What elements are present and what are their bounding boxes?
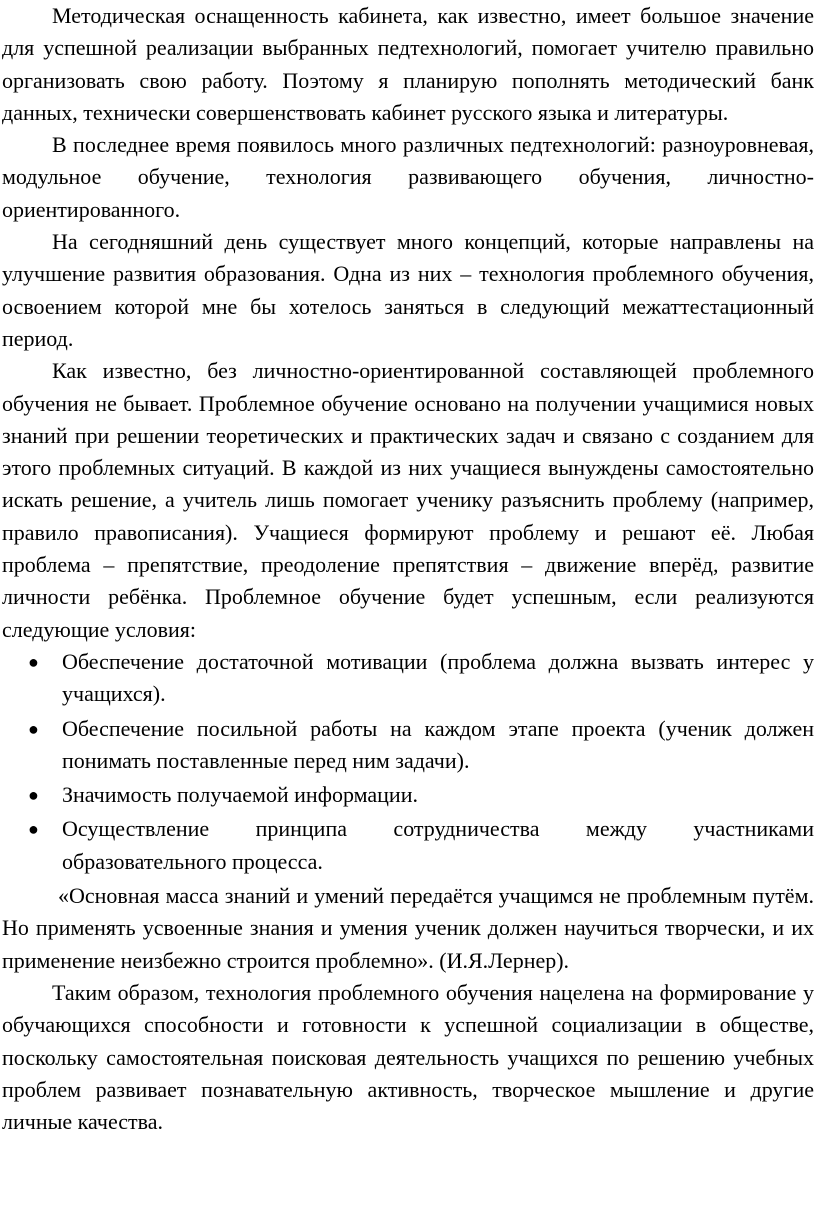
conditions-list <box>2 646 814 878</box>
list-item <box>2 713 814 778</box>
list-item-text: Значимость получаемой информации. <box>62 782 418 808</box>
bullet-icon: ● <box>28 785 39 806</box>
bullet-icon: ● <box>28 718 39 739</box>
paragraph-problem-learning: Как известно, без личностно-ориентированной составляющей проблемного обучения не бывает. Проблемное обучение основано на получении учащимися новых знаний при решении теоретических и практических задач и связано с созданием для этого проблемных ситуаций. В каждой из них учащиеся вынуждены самостоятельно искать решение, а учитель лишь помогает ученику разъяснить проблему (например, правило правописания). Учащиеся формируют проблему и решают её. Любая проблема – препятствие, преодоление препятствия – движение вперёд, развитие личности ребёнка. Проблемное обучение будет успешным, если реализуются следующие условия: <box>2 358 814 642</box>
document-page <box>2 0 814 1138</box>
list-item <box>2 779 814 811</box>
list-item <box>2 813 814 878</box>
list-item <box>2 646 814 711</box>
paragraph-conclusion: Таким образом, технология проблемного обучения нацелена на формирование у обучающихся способности и готовности к успешной социализации в обществе, поскольку самостоятельная поисковая деятельность учащихся по решению учебных проблем развивает познавательную активность, творческое мышление и другие личные качества. <box>2 979 814 1135</box>
paragraph-concepts: На сегодняшний день существует много концепций, которые направлены на улучшение развития образования. Одна из них – технология проблемного обучения, освоением которой мне бы хотелось заняться в следующий межаттестационный период. <box>2 229 814 351</box>
paragraph-pedtechnologies: В последнее время появилось много различных педтехнологий: разноуровневая, модульное обучение, технология развивающего обучения, личностно-ориентированного. <box>2 132 814 222</box>
bullet-icon: ● <box>28 651 39 672</box>
paragraph-methodical-equipment: Методическая оснащенность кабинета, как известно, имеет большое значение для успешной реализации выбранных педтехнологий, помогает учителю правильно организовать свою работу. Поэтому я планирую пополнять методический банк данных, технически совершенствовать кабинет русского языка и литературы. <box>2 3 814 125</box>
list-item-text: Осуществление принципа сотрудничества между участниками образовательного процесса. <box>62 816 814 874</box>
bullet-icon: ● <box>28 819 39 840</box>
list-item-text: Обеспечение посильной работы на каждом этапе проекта (ученик должен понимать поставленные перед ним задачи). <box>62 715 814 773</box>
list-item-text: Обеспечение достаточной мотивации (проблема должна вызвать интерес у учащихся). <box>62 648 814 707</box>
quote-lerner: «Основная масса знаний и умений передаётся учащимся не проблемным путём. Но применять усвоенные знания и умения ученик должен научиться творчески, и их применение неизбежно строится проблемно». (И.Я.Лернер). <box>2 883 814 973</box>
